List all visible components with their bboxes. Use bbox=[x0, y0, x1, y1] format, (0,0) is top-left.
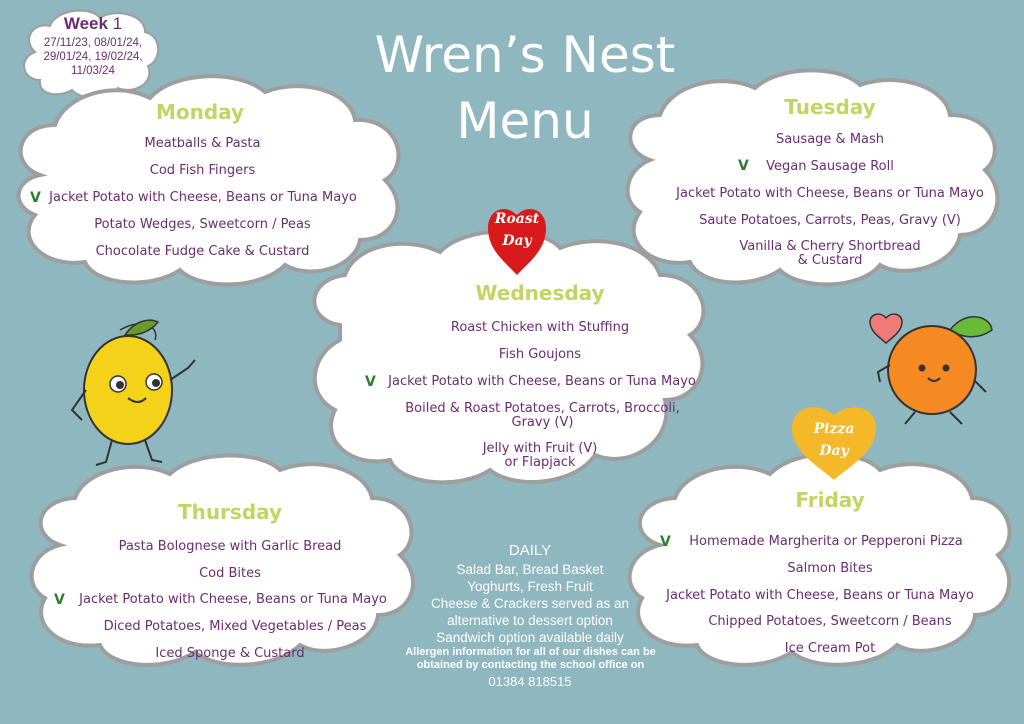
wednesday-item: Jacket Potato with Cheese, Beans or Tuna Mayo bbox=[388, 374, 696, 389]
wednesday-item: Gravy (V) bbox=[511, 415, 574, 430]
wednesday-item: Boiled & Roast Potatoes, Carrots, Broccoli, bbox=[405, 401, 680, 416]
allergen-note: obtained by contacting the school office on bbox=[416, 659, 645, 671]
wednesday-heading: Wednesday bbox=[475, 281, 605, 305]
friday-item: Jacket Potato with Cheese, Beans or Tuna Mayo bbox=[666, 588, 974, 603]
pizza-day-label: Pizza Day bbox=[813, 421, 855, 459]
monday-item: Meatballs & Pasta bbox=[144, 136, 261, 151]
page-title-line2: Menu bbox=[456, 92, 594, 150]
wednesday-item: Jelly with Fruit (V) bbox=[482, 441, 598, 456]
friday-cloud bbox=[630, 454, 1010, 665]
friday-item: Ice Cream Pot bbox=[784, 641, 876, 656]
wednesday-item: Roast Chicken with Stuffing bbox=[450, 320, 630, 335]
tuesday-item: & Custard bbox=[797, 253, 863, 268]
thursday-item: Jacket Potato with Cheese, Beans or Tuna Mayo bbox=[79, 592, 387, 607]
wednesday-item: Fish Goujons bbox=[498, 347, 582, 362]
heart-icon bbox=[870, 314, 902, 343]
thursday-item: Iced Sponge & Custard bbox=[155, 646, 305, 661]
monday-item: Jacket Potato with Cheese, Beans or Tuna Mayo bbox=[49, 190, 357, 205]
monday-item: Cod Fish Fingers bbox=[149, 163, 256, 178]
friday-item: Chipped Potatoes, Sweetcorn / Beans bbox=[708, 614, 952, 629]
tuesday-item: Vegan Sausage Roll bbox=[766, 159, 894, 174]
tuesday-heading: Tuesday bbox=[784, 95, 876, 119]
roast-day-label: Roast Day bbox=[494, 211, 540, 249]
vegetarian-icon: V bbox=[365, 374, 376, 390]
friday-heading: Friday bbox=[795, 488, 865, 512]
week-dates: 27/11/23, 08/01/24, 29/01/24, 19/02/24, 11/03/24 bbox=[43, 37, 143, 77]
friday-item: Salmon Bites bbox=[787, 561, 873, 576]
monday-heading: Monday bbox=[155, 100, 245, 124]
lemon-icon bbox=[72, 320, 195, 465]
daily-line: Salad Bar, Bread Basket bbox=[456, 562, 604, 577]
thursday-heading: Thursday bbox=[177, 500, 283, 524]
daily-line: Yoghurts, Fresh Fruit bbox=[467, 579, 593, 594]
daily-heading: DAILY bbox=[508, 542, 552, 559]
vegetarian-icon: V bbox=[738, 158, 749, 174]
thursday-item: Cod Bites bbox=[199, 566, 261, 581]
monday-item: Potato Wedges, Sweetcorn / Peas bbox=[94, 217, 311, 232]
tuesday-item: Sausage & Mash bbox=[775, 132, 885, 147]
daily-line: alternative to dessert option bbox=[447, 613, 613, 628]
monday-item: Chocolate Fudge Cake & Custard bbox=[95, 244, 310, 259]
vegetarian-icon: V bbox=[660, 534, 671, 550]
friday-item: Homemade Margherita or Pepperoni Pizza bbox=[689, 534, 963, 549]
page-title-line1: Wren’s Nest bbox=[374, 26, 676, 84]
school-phone: 01384 818515 bbox=[488, 674, 572, 689]
allergen-note: Allergen information for all of our dishes can be bbox=[405, 646, 656, 658]
daily-line: Cheese & Crackers served as an bbox=[430, 596, 630, 611]
vegetarian-icon: V bbox=[54, 592, 65, 608]
thursday-item: Pasta Bolognese with Garlic Bread bbox=[118, 539, 342, 554]
tuesday-item: Vanilla & Cherry Shortbread bbox=[739, 239, 921, 254]
thursday-item: Diced Potatoes, Mixed Vegetables / Peas bbox=[103, 619, 367, 634]
week-info bbox=[28, 14, 158, 78]
tuesday-item: Jacket Potato with Cheese, Beans or Tuna Mayo bbox=[676, 186, 984, 201]
week-label: Week 1 bbox=[63, 14, 123, 33]
tuesday-item: Saute Potatoes, Carrots, Peas, Gravy (V) bbox=[699, 213, 961, 228]
wednesday-item: or Flapjack bbox=[504, 455, 576, 470]
daily-line: Sandwich option available daily bbox=[436, 630, 624, 645]
vegetarian-icon: V bbox=[30, 190, 41, 206]
